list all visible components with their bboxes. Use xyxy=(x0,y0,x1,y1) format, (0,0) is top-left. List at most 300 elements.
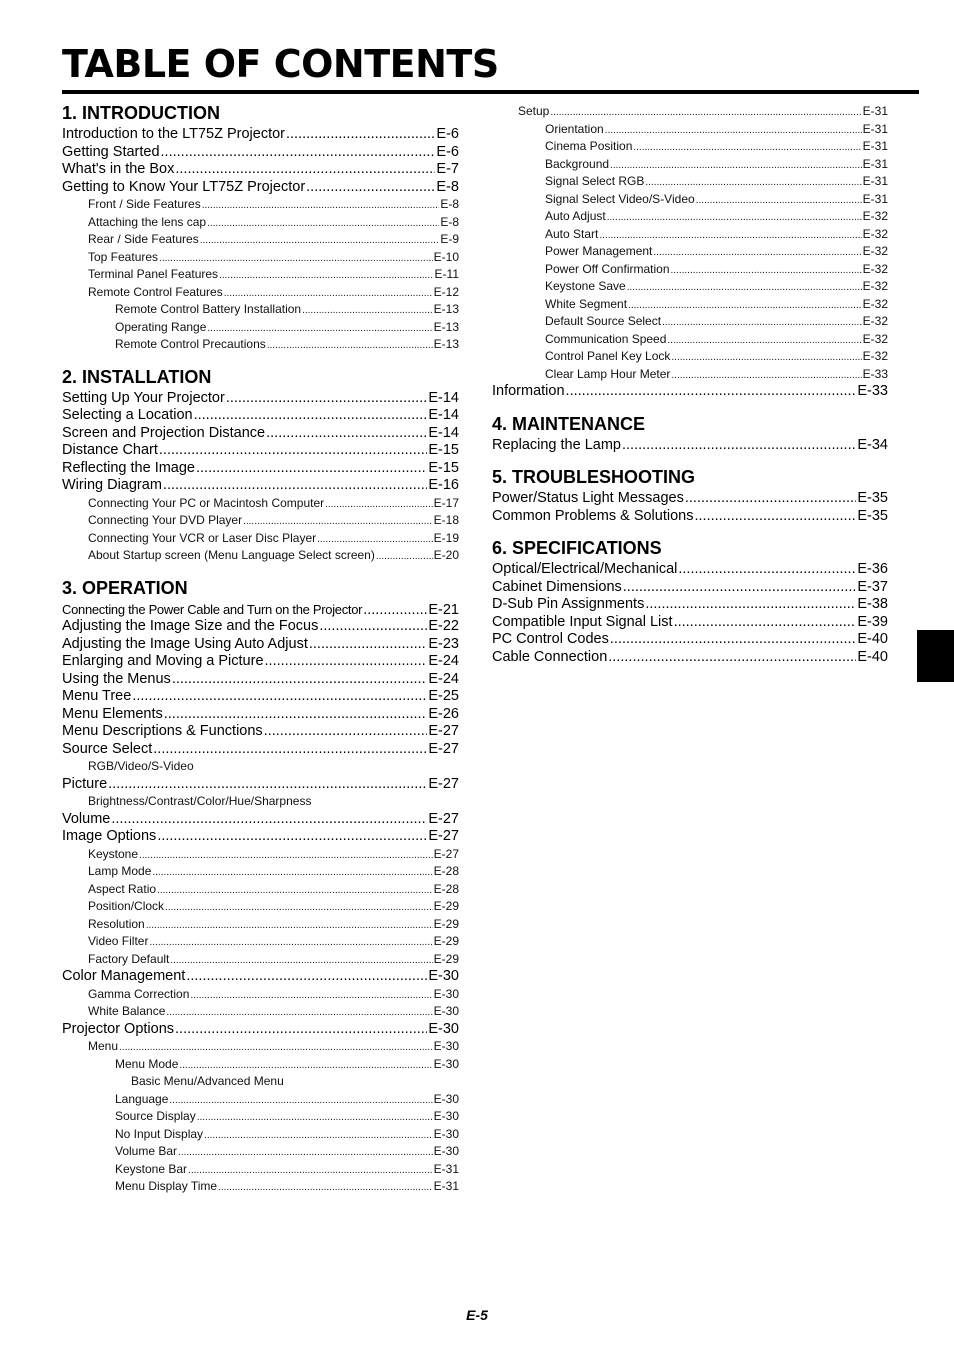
toc-section-5-troubleshooting xyxy=(492,465,888,525)
toc-entry[interactable] xyxy=(492,331,888,349)
toc-entry-page: E-11 xyxy=(434,267,459,281)
toc-entry-page: E-30 xyxy=(428,968,459,984)
toc-entry[interactable] xyxy=(492,383,888,401)
toc-entry-page: E-27 xyxy=(428,775,459,792)
dot-leader xyxy=(165,899,433,916)
dot-leader xyxy=(623,579,857,597)
toc-entry[interactable] xyxy=(62,1003,459,1021)
toc-entry-title: Source Display xyxy=(115,1109,196,1123)
toc-section-4-maintenance xyxy=(492,412,888,455)
toc-entry[interactable] xyxy=(492,614,888,632)
dot-leader xyxy=(317,531,433,548)
toc-entry-page: E-32 xyxy=(862,331,888,346)
section-heading: 1. INTRODUCTION xyxy=(62,103,221,123)
toc-entry-page: E-32 xyxy=(862,261,888,276)
toc-section-continued xyxy=(492,103,888,401)
toc-entry-page: E-30 xyxy=(433,986,459,1001)
toc-entry-title: Resolution xyxy=(88,916,145,931)
dot-leader xyxy=(267,337,433,354)
dot-leader xyxy=(119,1039,433,1056)
toc-entry[interactable] xyxy=(492,490,888,508)
toc-entry[interactable] xyxy=(62,196,459,214)
dot-leader xyxy=(132,688,427,706)
toc-entry-page: E-15 xyxy=(428,442,459,458)
toc-entry[interactable] xyxy=(62,846,459,864)
toc-entry-page: E-25 xyxy=(428,688,459,704)
toc-entry[interactable] xyxy=(492,579,888,597)
dot-leader xyxy=(218,1179,433,1196)
toc-entry-page: E-31 xyxy=(862,121,888,136)
toc-entry-page: E-22 xyxy=(428,618,459,634)
toc-entry-title: White Segment xyxy=(545,296,628,311)
toc-entry-page: E-27 xyxy=(433,846,459,861)
dot-leader xyxy=(628,297,862,314)
dot-leader xyxy=(153,741,427,759)
dot-leader xyxy=(286,126,435,144)
toc-section-6-specifications xyxy=(492,536,888,666)
dot-leader xyxy=(610,157,862,174)
toc-entry[interactable] xyxy=(62,1143,459,1161)
toc-entry-page: E-13 xyxy=(433,302,459,316)
toc-entry-page: E-31 xyxy=(433,1161,459,1176)
toc-entry[interactable] xyxy=(62,530,459,548)
toc-entry-page: E-31 xyxy=(862,191,888,206)
toc-entry[interactable] xyxy=(492,649,888,667)
toc-entry[interactable] xyxy=(62,301,459,319)
toc-entry[interactable] xyxy=(62,1021,459,1039)
dot-leader xyxy=(266,425,427,443)
dot-leader xyxy=(139,847,433,864)
toc-entry[interactable] xyxy=(492,121,888,139)
toc-entry-page: E-29 xyxy=(433,899,459,913)
toc-entry-page: E-21 xyxy=(428,601,459,618)
toc-entry-title: Remote Control Features xyxy=(88,284,223,299)
toc-entry[interactable] xyxy=(62,706,459,724)
toc-entry-title: Aspect Ratio xyxy=(88,881,157,896)
toc-entry-page: E-30 xyxy=(433,1109,459,1123)
toc-entry[interactable] xyxy=(62,986,459,1004)
toc-entry-title: Menu Display Time xyxy=(115,1179,218,1193)
toc-entry-title: Keystone xyxy=(88,846,139,861)
toc-entry-title: Enlarging and Moving a Picture xyxy=(62,653,264,669)
toc-entry[interactable] xyxy=(62,477,459,495)
toc-entry-page: E-33 xyxy=(857,383,888,399)
dot-leader xyxy=(243,513,433,530)
toc-entry-title: Remote Control Battery Installation xyxy=(115,302,302,316)
toc-entry-title: Terminal Panel Features xyxy=(88,267,219,281)
dot-leader xyxy=(149,934,432,951)
toc-entry-title: Rear / Side Features xyxy=(88,232,199,246)
dot-leader xyxy=(204,1127,433,1144)
toc-entry-title: Video Filter xyxy=(88,934,149,948)
dot-leader xyxy=(197,1109,433,1126)
toc-entry[interactable] xyxy=(492,366,888,384)
toc-entry-title: Default Source Select xyxy=(545,314,662,328)
page-number: E-5 xyxy=(466,1307,488,1323)
toc-entry[interactable] xyxy=(62,319,459,337)
dot-leader xyxy=(200,232,440,249)
toc-entry-page: E-32 xyxy=(862,279,888,293)
toc-entry[interactable] xyxy=(62,863,459,881)
toc-entry-title: Color Management xyxy=(62,968,186,984)
toc-section-3-operation xyxy=(62,576,459,1196)
toc-entry-page: E-27 xyxy=(428,828,459,844)
toc-entry-title: Keystone Bar xyxy=(115,1161,188,1176)
dot-leader xyxy=(653,244,861,261)
dot-leader xyxy=(196,460,427,478)
dot-leader xyxy=(179,1057,432,1074)
toc-entry-page: E-12 xyxy=(433,284,459,299)
toc-entry-title: Connecting Your PC or Macintosh Computer xyxy=(88,495,325,510)
toc-entry-title: Compatible Input Signal List xyxy=(492,613,673,630)
toc-entry-title: Image Options xyxy=(62,828,157,844)
dot-leader xyxy=(264,723,428,741)
dot-leader xyxy=(186,968,427,986)
toc-entry-title: Optical/Electrical/Mechanical xyxy=(492,561,678,577)
toc-subnote: RGB/Video/S-Video xyxy=(88,759,194,773)
toc-entry[interactable] xyxy=(62,179,459,197)
toc-entry-page: E-13 xyxy=(433,337,459,351)
toc-entry[interactable] xyxy=(62,1126,459,1144)
toc-entry[interactable] xyxy=(62,618,459,636)
toc-entry-title: Cabinet Dimensions xyxy=(492,578,622,595)
toc-entry[interactable] xyxy=(62,933,459,951)
dot-leader xyxy=(694,508,856,526)
toc-entry-title: Control Panel Key Lock xyxy=(545,349,671,363)
toc-entry-title: Source Select xyxy=(62,740,153,757)
toc-entry-title: Volume xyxy=(62,810,111,827)
toc-entry[interactable] xyxy=(62,1178,459,1196)
toc-entry[interactable] xyxy=(62,653,459,671)
toc-entry-title: Auto Start xyxy=(545,226,599,241)
toc-entry-title: Connecting the Power Cable and Turn on the Projector xyxy=(62,601,363,617)
toc-entry[interactable] xyxy=(492,191,888,209)
toc-entry-title: Wiring Diagram xyxy=(62,477,162,493)
toc-entry[interactable] xyxy=(62,495,459,513)
toc-entry-title: Attaching the lens cap xyxy=(88,214,207,229)
toc-entry-page: E-31 xyxy=(862,156,888,171)
dot-leader xyxy=(175,161,435,179)
toc-entry[interactable] xyxy=(62,249,459,267)
toc-entry[interactable] xyxy=(492,103,888,121)
toc-entry-page: E-29 xyxy=(433,916,459,931)
toc-left-column xyxy=(62,101,459,1196)
toc-entry-title: Replacing the Lamp xyxy=(492,436,621,453)
toc-entry-page: E-31 xyxy=(862,139,888,153)
toc-subnote: Basic Menu/Advanced Menu xyxy=(131,1074,284,1088)
dot-leader xyxy=(667,332,861,349)
toc-entry[interactable] xyxy=(62,811,459,829)
dot-leader xyxy=(550,104,861,121)
toc-entry-title: Top Features xyxy=(88,249,159,264)
toc-entry[interactable] xyxy=(62,828,459,846)
toc-entry-page: E-20 xyxy=(433,548,459,562)
toc-entry[interactable] xyxy=(62,898,459,916)
toc-entry-page: E-35 xyxy=(857,490,888,506)
toc-entry-title: Using the Menus xyxy=(62,670,171,687)
dot-leader xyxy=(671,367,861,384)
toc-entry-page: E-35 xyxy=(857,507,888,524)
toc-entry-page: E-30 xyxy=(433,1039,459,1053)
toc-entry-page: E-27 xyxy=(428,810,459,827)
toc-entry-page: E-7 xyxy=(436,161,459,177)
toc-entry-page: E-30 xyxy=(433,1004,459,1018)
toc-entry-title: Auto Adjust xyxy=(545,209,606,223)
toc-entry[interactable] xyxy=(62,1038,459,1056)
dot-leader xyxy=(207,215,439,232)
toc-entry-page: E-37 xyxy=(857,578,888,595)
toc-entry[interactable] xyxy=(62,916,459,934)
dot-leader xyxy=(159,250,433,267)
toc-entry-page: E-32 xyxy=(862,226,888,241)
dot-leader xyxy=(633,139,861,156)
toc-entry-title: Menu Descriptions & Functions xyxy=(62,723,263,739)
toc-entry[interactable] xyxy=(62,601,459,619)
toc-entry-title: Factory Default xyxy=(88,951,170,966)
toc-entry-title: Lamp Mode xyxy=(88,864,152,878)
toc-entry[interactable] xyxy=(62,390,459,408)
toc-entry[interactable] xyxy=(62,231,459,249)
toc-entry-page: E-9 xyxy=(440,232,459,246)
toc-entry[interactable] xyxy=(62,144,459,162)
toc-entry-page: E-15 xyxy=(428,459,459,476)
toc-entry-page: E-10 xyxy=(433,249,459,264)
section-heading: 3. OPERATION xyxy=(62,577,188,598)
toc-entry[interactable] xyxy=(62,688,459,706)
toc-entry-page: E-38 xyxy=(857,596,888,612)
toc-entry-title: Orientation xyxy=(545,121,604,136)
toc-entry-page: E-8 xyxy=(436,178,459,195)
dot-leader xyxy=(309,636,428,654)
toc-entry[interactable] xyxy=(492,313,888,331)
toc-entry[interactable] xyxy=(492,278,888,296)
toc-entry[interactable] xyxy=(492,208,888,226)
toc-entry-title: Power Off Confirmation xyxy=(545,261,670,276)
toc-entry[interactable] xyxy=(62,1108,459,1126)
toc-entry-page: E-8 xyxy=(440,214,459,229)
toc-entry-title: Getting Started xyxy=(62,143,160,160)
dot-leader xyxy=(202,197,440,214)
toc-entry[interactable] xyxy=(62,951,459,969)
toc-entry[interactable] xyxy=(62,512,459,530)
toc-entry[interactable] xyxy=(62,1161,459,1179)
toc-entry[interactable] xyxy=(62,1091,459,1109)
toc-entry-title: What's in the Box xyxy=(62,161,175,177)
toc-entry-page: E-23 xyxy=(428,635,459,652)
toc-entry-title: No Input Display xyxy=(115,1126,204,1141)
dot-leader xyxy=(172,671,428,689)
toc-entry-page: E-30 xyxy=(433,1126,459,1141)
dot-leader xyxy=(610,631,857,649)
dot-leader xyxy=(163,477,427,495)
dot-leader xyxy=(662,314,862,331)
toc-entry[interactable] xyxy=(492,348,888,366)
toc-entry-page: E-30 xyxy=(433,1144,459,1158)
toc-entry-title: Signal Select RGB xyxy=(545,174,645,188)
toc-entry-page: E-17 xyxy=(433,495,459,510)
toc-entry[interactable] xyxy=(492,508,888,526)
toc-entry[interactable] xyxy=(492,596,888,614)
toc-entry[interactable] xyxy=(62,284,459,302)
toc-entry-page: E-29 xyxy=(433,934,459,948)
dot-leader xyxy=(166,1004,432,1021)
dot-leader xyxy=(671,349,861,366)
toc-entry[interactable] xyxy=(492,138,888,156)
dot-leader xyxy=(157,882,433,899)
toc-entry-page: E-6 xyxy=(436,126,459,142)
dot-leader xyxy=(164,706,428,724)
toc-entry[interactable] xyxy=(62,671,459,689)
dot-leader xyxy=(146,917,433,934)
toc-entry[interactable] xyxy=(62,336,459,354)
section-heading: 5. TROUBLESHOOTING xyxy=(492,467,696,487)
page-title: TABLE OF CONTENTS xyxy=(62,42,499,86)
dot-leader xyxy=(157,828,427,846)
toc-entry[interactable] xyxy=(62,881,459,899)
toc-entry[interactable] xyxy=(492,243,888,261)
toc-entry-page: E-14 xyxy=(428,389,459,406)
dot-leader xyxy=(170,952,432,969)
toc-entry-page: E-32 xyxy=(862,349,888,363)
toc-right-column xyxy=(492,103,888,666)
dot-leader xyxy=(111,811,427,829)
toc-entry-title: About Startup screen (Menu Language Select screen) xyxy=(88,548,375,562)
toc-subnote: Brightness/Contrast/Color/Hue/Sharpness xyxy=(88,794,312,808)
toc-section-2-installation xyxy=(62,365,459,565)
toc-entry[interactable] xyxy=(62,1056,459,1074)
dot-leader xyxy=(627,279,862,296)
toc-section-1-introduction xyxy=(62,101,459,354)
toc-entry-title: Getting to Know Your LT75Z Projector xyxy=(62,178,306,195)
dot-leader xyxy=(376,548,433,565)
toc-entry-title: Projector Options xyxy=(62,1020,175,1037)
toc-entry[interactable] xyxy=(492,173,888,191)
toc-entry-title: Setup xyxy=(518,104,550,118)
toc-entry[interactable] xyxy=(62,425,459,443)
toc-entry-title: Power Management xyxy=(545,244,653,258)
dot-leader xyxy=(645,174,861,191)
toc-entry-title: Menu Tree xyxy=(62,688,132,704)
dot-leader xyxy=(175,1021,427,1039)
toc-entry[interactable] xyxy=(62,214,459,232)
toc-entry[interactable] xyxy=(62,968,459,986)
dot-leader xyxy=(599,227,861,244)
toc-entry[interactable] xyxy=(62,636,459,654)
toc-entry-title: Clear Lamp Hour Meter xyxy=(545,366,671,381)
toc-entry-title: Connecting Your VCR or Laser Disc Player xyxy=(88,530,317,545)
toc-entry-title: Connecting Your DVD Player xyxy=(88,513,243,527)
toc-entry[interactable] xyxy=(62,407,459,425)
toc-entry-title: White Balance xyxy=(88,1004,166,1018)
dot-leader xyxy=(194,407,428,425)
toc-entry-page: E-36 xyxy=(857,561,888,577)
toc-entry-title: Adjusting the Image Using Auto Adjust xyxy=(62,635,308,652)
dot-leader xyxy=(302,302,433,319)
toc-entry-title: Position/Clock xyxy=(88,899,165,913)
toc-entry-page: E-40 xyxy=(857,648,888,665)
toc-entry-title: Keystone Save xyxy=(545,279,626,293)
dot-leader xyxy=(363,602,427,619)
toc-entry[interactable] xyxy=(492,261,888,279)
toc-entry-page: E-27 xyxy=(428,723,459,739)
toc-entry-page: E-28 xyxy=(433,864,459,878)
toc-entry-title: Gamma Correction xyxy=(88,986,190,1001)
toc-entry-page: E-30 xyxy=(433,1056,459,1071)
toc-entry-page: E-14 xyxy=(428,407,459,423)
dot-leader xyxy=(226,390,428,408)
dot-leader xyxy=(161,144,436,162)
toc-entry[interactable] xyxy=(492,156,888,174)
section-heading: 2. INSTALLATION xyxy=(62,366,212,387)
dot-leader xyxy=(207,320,432,337)
dot-leader xyxy=(178,1144,433,1161)
toc-entry[interactable] xyxy=(62,741,459,759)
toc-entry-page: E-6 xyxy=(436,143,459,160)
toc-entry[interactable] xyxy=(492,437,888,455)
toc-entry-page: E-27 xyxy=(428,740,459,757)
toc-entry[interactable] xyxy=(62,723,459,741)
toc-entry-title: Operating Range xyxy=(115,319,207,334)
toc-entry-page: E-8 xyxy=(440,197,459,211)
toc-entry[interactable] xyxy=(62,161,459,179)
toc-entry[interactable] xyxy=(492,226,888,244)
toc-entry[interactable] xyxy=(492,296,888,314)
dot-leader xyxy=(306,179,435,197)
toc-entry-page: E-40 xyxy=(857,631,888,647)
dot-leader xyxy=(608,649,856,667)
toc-entry[interactable] xyxy=(492,561,888,579)
dot-leader xyxy=(188,1162,433,1179)
toc-entry-page: E-18 xyxy=(433,513,459,527)
toc-entry-title: Introduction to the LT75Z Projector xyxy=(62,126,285,142)
section-heading: 4. MAINTENANCE xyxy=(492,413,646,434)
toc-entry-page: E-32 xyxy=(862,296,888,311)
toc-entry-title: Picture xyxy=(62,775,108,792)
toc-entry[interactable] xyxy=(62,442,459,460)
toc-entry[interactable] xyxy=(62,547,459,565)
toc-entry-page: E-19 xyxy=(433,530,459,545)
section-heading: 6. SPECIFICATIONS xyxy=(492,538,662,558)
toc-entry[interactable] xyxy=(62,460,459,478)
toc-entry-page: E-32 xyxy=(862,209,888,223)
toc-entry-title: Signal Select Video/S-Video xyxy=(545,191,695,206)
toc-entry-title: Background xyxy=(545,156,610,171)
toc-entry-page: E-31 xyxy=(862,104,888,118)
dot-leader xyxy=(319,618,427,636)
toc-entry-page: E-29 xyxy=(433,951,459,966)
toc-entry-title: Remote Control Precautions xyxy=(115,337,266,351)
dot-leader xyxy=(152,864,432,881)
toc-entry-title: Reflecting the Image xyxy=(62,459,195,476)
toc-entry-title: Cinema Position xyxy=(545,139,633,153)
title-rule xyxy=(62,90,919,94)
toc-entry[interactable] xyxy=(62,126,459,144)
toc-entry-page: E-26 xyxy=(428,705,459,722)
toc-entry[interactable] xyxy=(62,776,459,794)
toc-entry[interactable] xyxy=(492,631,888,649)
toc-entry-title: Information xyxy=(492,383,565,399)
toc-entry-page: E-13 xyxy=(433,319,459,334)
toc-entry-page: E-16 xyxy=(428,477,459,493)
dot-leader xyxy=(265,653,428,671)
dot-leader xyxy=(671,262,862,279)
toc-entry[interactable] xyxy=(62,266,459,284)
section-tab-marker xyxy=(917,630,954,682)
toc-entry-title: Menu Mode xyxy=(115,1056,179,1071)
dot-leader xyxy=(696,192,862,209)
toc-entry-page: E-30 xyxy=(433,1091,459,1106)
dot-leader xyxy=(108,776,427,794)
